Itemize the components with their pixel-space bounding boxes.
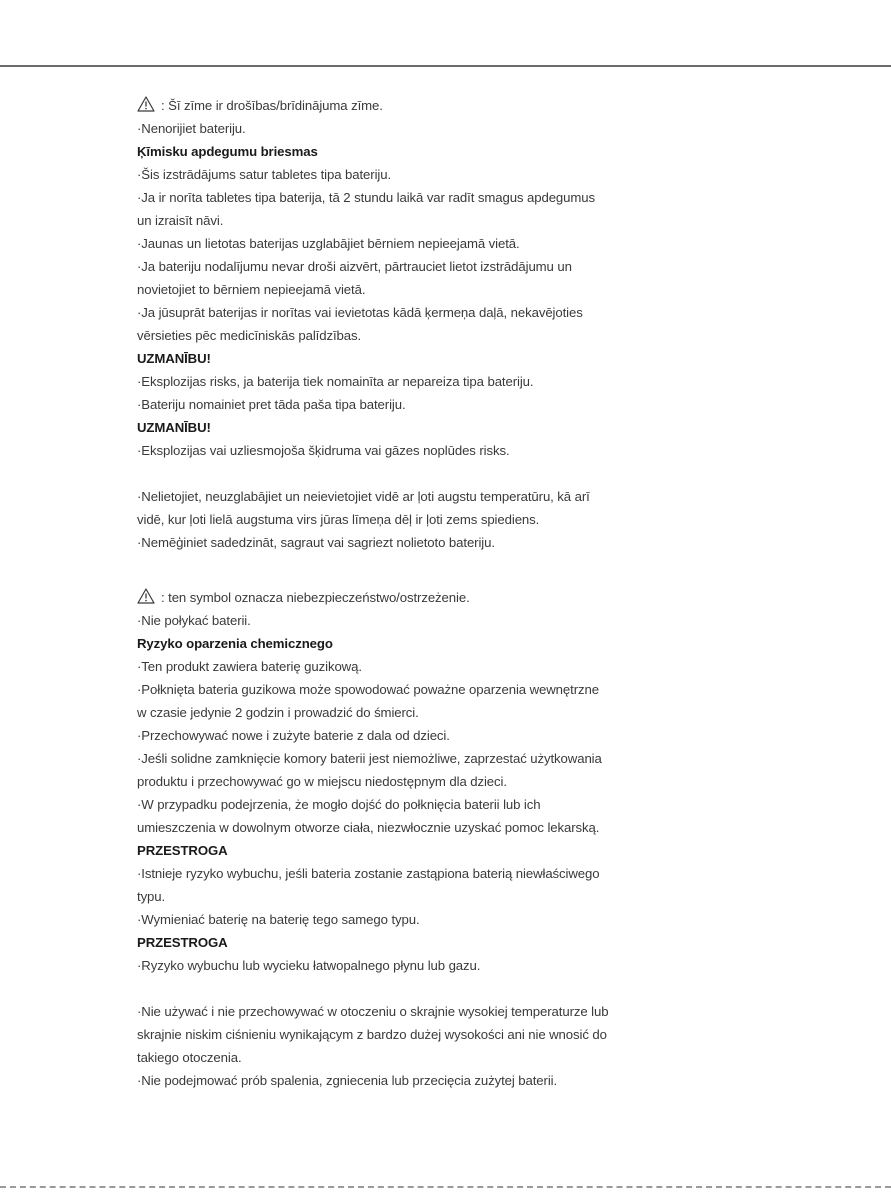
pl-swallowed-line2: w czasie jedynie 2 godzin i prowadzić do śmierci. [137,705,419,720]
lv-do-not-swallow: ·Nenorijiet bateriju. [137,121,246,136]
pl-no-burn: ·Nie podejmować prób spalenia, zgniecenia lub przecięcia zużytej baterii. [137,1073,558,1088]
lv-caution-heading-1: UZMANĪBU! [137,351,211,366]
pl-warning-intro [137,586,737,609]
lv-chem-burn-heading: Ķīmisku apdegumu briesmas [137,144,318,159]
lv-leak-risk: ·Eksplozijas vai uzliesmojoša šķidruma vai gāzes noplūdes risks. [137,443,510,458]
pl-do-not-swallow: ·Nie połykać baterii. [137,613,251,628]
pl-medical-line1: ·W przypadku podejrzenia, że mogło dojść do połknięcia baterii lub ich [137,797,541,812]
header-rule [0,65,891,67]
pl-medical-line2: umieszczenia w dowolnym otworze ciała, niezwłocznie uzyskać pomoc lekarską. [137,820,600,835]
pl-explosion-line2: typu. [137,889,166,904]
lv-warning-intro-text: : Šī zīme ir drošības/brīdinājuma zīme. [161,98,383,113]
lv-medical-line2: vērsieties pēc medicīniskās palīdzības. [137,328,362,343]
lv-swallowed-line1: ·Ja ir norīta tabletes tipa baterija, tā 2 stundu laikā var radīt smagus apdegumus [137,190,596,205]
pl-swallowed-line1: ·Połknięta bateria guzikowa może spowodować poważne oparzenia wewnętrzne [137,682,599,697]
pl-contains-coin: ·Ten produkt zawiera baterię guzikową. [137,659,362,674]
warning-triangle-icon [137,96,155,112]
lv-compartment-line1: ·Ja bateriju nodalījumu nevar droši aizvērt, pārtrauciet lietot izstrādājumu un [137,259,572,274]
pl-caution-heading-1: PRZESTROGA [137,843,228,858]
pl-chem-burn-heading: Ryzyko oparzenia chemicznego [137,636,333,651]
lv-caution-heading-2: UZMANĪBU! [137,420,211,435]
pl-explosion-line1: ·Istnieje ryzyko wybuchu, jeśli bateria zostanie zastąpiona baterią niewłaściwego [137,866,600,881]
pl-caution-heading-2: PRZESTROGA [137,935,228,950]
spacer [137,462,737,485]
lv-temp-line1: ·Nelietojiet, neuzglabājiet un neievietojiet vidē ar ļoti augstu temperatūru, kā arī [137,489,590,504]
lv-replace-same: ·Bateriju nomainiet pret tāda paša tipa bateriju. [137,397,406,412]
section-spacer [137,554,737,586]
safety-text [137,94,737,1092]
pl-temp-line1: ·Nie używać i nie przechowywać w otoczeniu o skrajnie wysokiej temperaturze lub [137,1004,609,1019]
lv-compartment-line2: novietojiet to bērniem nepieejamā vietā. [137,282,366,297]
pl-compartment-line1: ·Jeśli solidne zamknięcie komory baterii jest niemożliwe, zaprzestać użytkowania [137,751,602,766]
pl-temp-line3: takiego otoczenia. [137,1050,242,1065]
lv-contains-coin: ·Šis izstrādājums satur tabletes tipa bateriju. [137,167,392,182]
pl-replace-same: ·Wymieniać baterię na baterię tego samego typu. [137,912,420,927]
pl-keep-away: ·Przechowywać nowe i zużyte baterie z dala od dzieci. [137,728,450,743]
pl-warning-intro-text: : ten symbol oznacza niebezpieczeństwo/ostrzeżenie. [161,590,470,605]
lv-keep-away: ·Jaunas un lietotas baterijas uzglabājiet bērniem nepieejamā vietā. [137,236,520,251]
lv-explosion-risk: ·Eksplozijas risks, ja baterija tiek nomainīta ar nepareiza tipa bateriju. [137,374,534,389]
footer-rule [0,1186,891,1188]
lv-warning-intro [137,94,737,117]
lv-temp-line2: vidē, kur ļoti lielā augstuma virs jūras līmeņa dēļ ir ļoti zems spiediens. [137,512,540,527]
pl-compartment-line2: produktu i przechowywać go w miejscu niedostępnym dla dzieci. [137,774,507,789]
pl-leak-risk: ·Ryzyko wybuchu lub wycieku łatwopalnego płynu lub gazu. [137,958,481,973]
pl-temp-line2: skrajnie niskim ciśnieniu wynikającym z bardzo dużej wysokości ani nie wnosić do [137,1027,607,1042]
spacer [137,977,737,1000]
lv-swallowed-line2: un izraisīt nāvi. [137,213,224,228]
lv-no-burn: ·Nemēģiniet sadedzināt, sagraut vai sagriezt nolietoto bateriju. [137,535,495,550]
lv-medical-line1: ·Ja jūsuprāt baterijas ir norītas vai ievietotas kādā ķermeņa daļā, nekavējoties [137,305,583,320]
warning-triangle-icon [137,588,155,604]
